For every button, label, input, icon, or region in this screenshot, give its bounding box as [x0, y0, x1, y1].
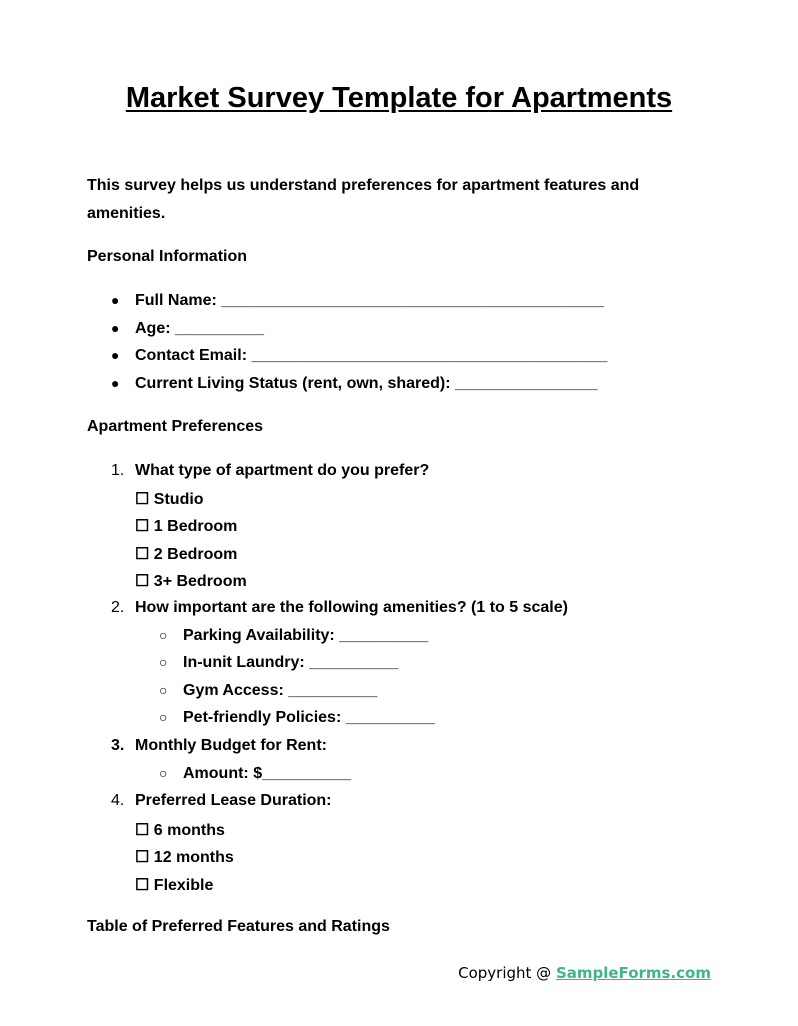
budget-amount-field[interactable]: Amount: $__________: [183, 765, 352, 782]
question-text: Monthly Budget for Rent:: [135, 737, 327, 754]
table-heading: Table of Preferred Features and Ratings: [87, 918, 390, 935]
question-text: What type of apartment do you prefer?: [135, 462, 430, 479]
checkbox-option-label[interactable]: ☐ 3+ Bedroom: [135, 573, 247, 590]
copyright-text: Copyright @: [458, 964, 556, 982]
question-number: 2.: [111, 599, 125, 616]
circle-bullet-icon: ○: [159, 682, 168, 698]
bullet-icon: ●: [111, 292, 120, 308]
question-number: 4.: [111, 792, 125, 809]
question-number: 1.: [111, 462, 125, 479]
checkbox-option-label[interactable]: ☐ 1 Bedroom: [135, 518, 238, 535]
circle-bullet-icon: ○: [159, 765, 168, 781]
contact-email-field[interactable]: Contact Email: ________________________________________: [135, 347, 608, 364]
page-title: Market Survey Template for Apartments: [125, 82, 673, 114]
question-text: Preferred Lease Duration:: [135, 792, 332, 809]
laundry-rating-field[interactable]: In-unit Laundry: __________: [183, 654, 399, 671]
bullet-icon: ●: [111, 347, 120, 363]
personal-info-heading: Personal Information: [87, 248, 248, 265]
checkbox-option-label[interactable]: ☐ 2 Bedroom: [135, 546, 238, 563]
circle-bullet-icon: ○: [159, 627, 168, 643]
living-status-field[interactable]: Current Living Status (rent, own, shared): ________________: [135, 375, 598, 392]
full-name-field[interactable]: Full Name: ___________________________________________: [135, 292, 604, 309]
bullet-icon: ●: [111, 320, 120, 336]
circle-bullet-icon: ○: [159, 654, 168, 670]
gym-rating-field[interactable]: Gym Access: __________: [183, 682, 378, 699]
checkbox-option-label[interactable]: ☐ Studio: [135, 491, 204, 508]
checkbox-option-label[interactable]: ☐ Flexible: [135, 877, 214, 894]
bullet-icon: ●: [111, 375, 120, 391]
question-number: 3.: [111, 737, 125, 754]
copyright-footer: [458, 964, 711, 982]
brand-link[interactable]: SampleForms.com: [555, 964, 711, 982]
checkbox-option-label[interactable]: ☐ 6 months: [135, 822, 225, 839]
intro-paragraph: This survey helps us understand preferences for apartment features and amenities.: [87, 177, 640, 222]
age-field[interactable]: Age: __________: [135, 320, 264, 337]
circle-bullet-icon: ○: [159, 709, 168, 725]
pet-policy-rating-field[interactable]: Pet-friendly Policies: __________: [183, 709, 435, 726]
question-text: How important are the following amenities? (1 to 5 scale): [135, 599, 568, 616]
apartment-preferences-heading: Apartment Preferences: [87, 418, 264, 435]
checkbox-option-label[interactable]: ☐ 12 months: [135, 849, 234, 866]
parking-rating-field[interactable]: Parking Availability: __________: [183, 627, 429, 644]
